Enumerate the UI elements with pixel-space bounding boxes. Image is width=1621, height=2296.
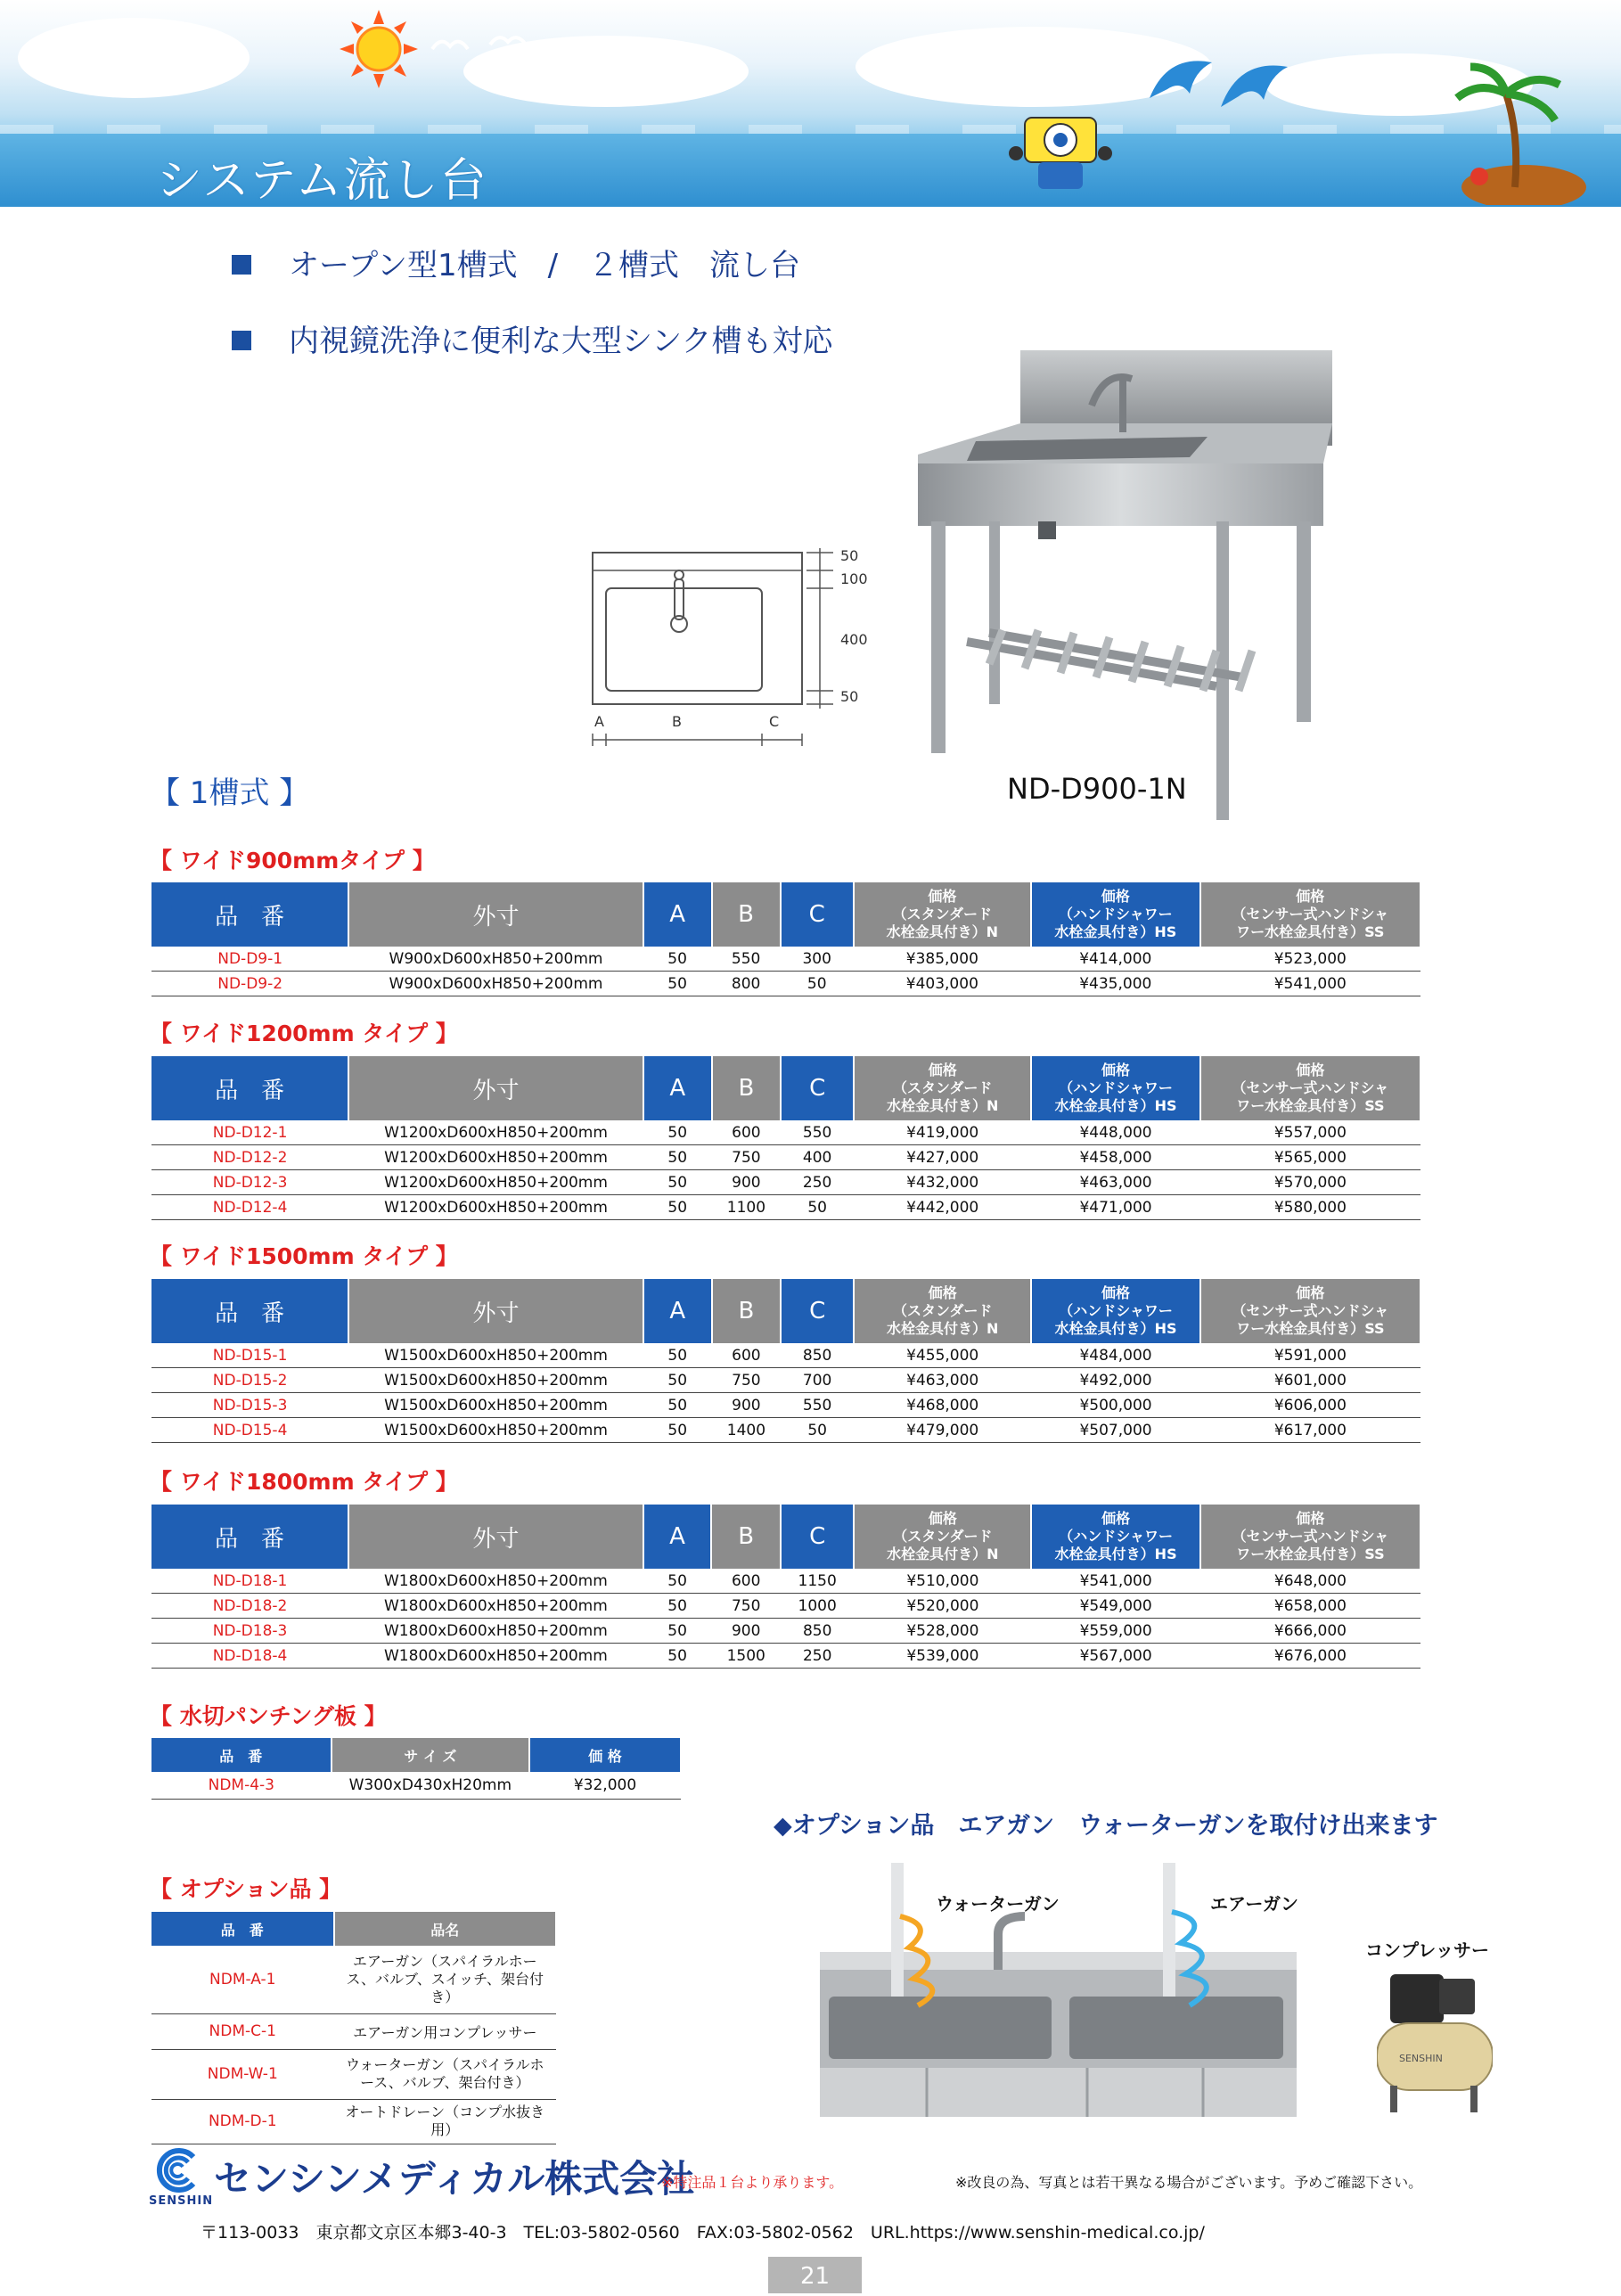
table-cell: ¥523,000 <box>1200 947 1420 972</box>
product-code: ND-D15-2 <box>151 1368 348 1393</box>
table-cell: ¥458,000 <box>1031 1145 1200 1170</box>
column-header-size: 外寸 <box>348 1056 643 1120</box>
options-header: 品 番 <box>151 1912 334 1946</box>
table-cell: 50 <box>643 947 712 972</box>
table-cell: 250 <box>781 1170 854 1195</box>
column-header-c: C <box>781 1056 854 1120</box>
price-table-1500 <box>151 1279 1421 1443</box>
table-cell: 50 <box>643 972 712 996</box>
dim-label: 100 <box>840 570 868 587</box>
punching-header: サ イ ズ <box>332 1738 529 1772</box>
option-code: NDM-C-1 <box>151 2013 334 2049</box>
punching-header: 価 格 <box>529 1738 681 1772</box>
table-cell: ¥448,000 <box>1031 1120 1200 1145</box>
punching-table <box>151 1738 682 1800</box>
table-cell: 50 <box>781 1195 854 1220</box>
sink-product-photo <box>905 343 1350 829</box>
price-table-1200 <box>151 1056 1421 1220</box>
table-cell: ¥539,000 <box>854 1644 1031 1669</box>
column-header-n: 価格 （スタンダード 水栓金具付き）N <box>854 1056 1031 1120</box>
custom-order-note: ※特注品１台より承ります。 <box>661 2174 844 2191</box>
table-cell: ¥559,000 <box>1031 1619 1199 1644</box>
dim-label: A <box>594 713 604 730</box>
column-header-n: 価格 （スタンダード 水栓金具付き）N <box>854 882 1031 947</box>
table-cell: ¥492,000 <box>1031 1368 1200 1393</box>
column-header-ss: 価格 （センサー式ハンドシャ ワー水栓金具付き）SS <box>1200 1505 1420 1569</box>
column-header-code: 品 番 <box>151 882 348 947</box>
table-cell: 750 <box>712 1368 782 1393</box>
table-cell: ¥541,000 <box>1031 1569 1199 1594</box>
column-header-n: 価格 （スタンダード 水栓金具付き）N <box>854 1505 1031 1569</box>
table-cell: ¥565,000 <box>1200 1145 1420 1170</box>
table-row <box>151 1145 1420 1170</box>
option-name: エアーガン（スパイラルホース、バルブ、スイッチ、架台付き） <box>334 1946 556 2013</box>
punching-price: ¥32,000 <box>529 1772 681 1799</box>
column-header-ss: 価格 （センサー式ハンドシャ ワー水栓金具付き）SS <box>1200 1056 1420 1120</box>
table-cell: 750 <box>712 1145 782 1170</box>
table-cell: W1500xD600xH850+200mm <box>348 1418 643 1443</box>
table-cell: 600 <box>711 1569 781 1594</box>
column-header-code: 品 番 <box>151 1505 348 1569</box>
column-header-n: 価格 （スタンダード 水栓金具付き）N <box>854 1279 1031 1343</box>
options-title: 【 オプション品 】 <box>150 1876 342 1902</box>
table-cell: 50 <box>643 1569 712 1594</box>
page-title: システム流し台 <box>156 154 488 207</box>
table-cell: ¥549,000 <box>1031 1594 1199 1619</box>
table-cell: ¥606,000 <box>1200 1393 1420 1418</box>
table-cell: ¥666,000 <box>1200 1619 1420 1644</box>
table-cell: ¥403,000 <box>854 972 1031 996</box>
table-cell: ¥520,000 <box>854 1594 1031 1619</box>
table-cell: W1200xD600xH850+200mm <box>348 1170 643 1195</box>
sun-icon <box>339 9 419 89</box>
dim-label: C <box>769 713 780 730</box>
table-cell: 550 <box>712 947 781 972</box>
table-cell: 600 <box>712 1343 782 1368</box>
table-cell: 50 <box>643 1418 712 1443</box>
birds-icon <box>428 27 553 62</box>
table-cell: 800 <box>712 972 781 996</box>
dim-label: 50 <box>840 547 859 564</box>
table-title-1200: 【 ワイド1200mm タイプ 】 <box>150 1021 458 1046</box>
product-code: ND-D18-3 <box>151 1619 348 1644</box>
table-row <box>151 1619 1420 1644</box>
option-code: NDM-A-1 <box>151 1946 334 2013</box>
table-cell: ¥484,000 <box>1031 1343 1200 1368</box>
table-cell: ¥442,000 <box>854 1195 1031 1220</box>
dolphins-icon <box>1141 45 1301 125</box>
product-code: ND-D12-3 <box>151 1170 348 1195</box>
product-code: ND-D18-2 <box>151 1594 348 1619</box>
dim-label: 50 <box>840 688 859 705</box>
column-header-size: 外寸 <box>348 1279 643 1343</box>
table-cell: 1150 <box>781 1569 854 1594</box>
column-header-code: 品 番 <box>151 1279 348 1343</box>
column-header-b: B <box>712 1056 782 1120</box>
product-code: ND-D12-1 <box>151 1120 348 1145</box>
column-header-c: C <box>781 882 854 947</box>
water-gun-label: ウォーターガン <box>936 1893 1060 1915</box>
table-cell: W900xD600xH850+200mm <box>348 972 643 996</box>
column-header-ss: 価格 （センサー式ハンドシャ ワー水栓金具付き）SS <box>1200 1279 1420 1343</box>
table-cell: ¥580,000 <box>1200 1195 1420 1220</box>
column-header-code: 品 番 <box>151 1056 348 1120</box>
table-cell: 50 <box>643 1644 712 1669</box>
table-cell: 1100 <box>712 1195 782 1220</box>
column-header-hs: 価格 （ハンドシャワー 水栓金具付き）HS <box>1031 1505 1199 1569</box>
table-cell: ¥385,000 <box>854 947 1031 972</box>
table-cell: ¥648,000 <box>1200 1569 1420 1594</box>
column-header-hs: 価格 （ハンドシャワー 水栓金具付き）HS <box>1031 1279 1200 1343</box>
table-cell: ¥455,000 <box>854 1343 1031 1368</box>
product-code: ND-D18-4 <box>151 1644 348 1669</box>
product-code: ND-D15-1 <box>151 1343 348 1368</box>
column-header-b: B <box>712 882 781 947</box>
table-cell: 300 <box>781 947 854 972</box>
table-cell: 850 <box>781 1619 854 1644</box>
table-cell: ¥471,000 <box>1031 1195 1200 1220</box>
option-name: エアーガン用コンプレッサー <box>334 2013 556 2049</box>
table-cell: 50 <box>643 1145 712 1170</box>
table-row <box>151 1195 1420 1220</box>
table-cell: ¥528,000 <box>854 1619 1031 1644</box>
column-header-a: A <box>643 1279 712 1343</box>
company-logo-icon <box>147 2148 209 2193</box>
product-code: ND-D15-3 <box>151 1393 348 1418</box>
table-cell: W1800xD600xH850+200mm <box>348 1569 643 1594</box>
table-row <box>151 1120 1420 1145</box>
option-code: NDM-D-1 <box>151 2099 334 2144</box>
table-cell: ¥676,000 <box>1200 1644 1420 1669</box>
table-cell: 250 <box>781 1644 854 1669</box>
table-cell: ¥557,000 <box>1200 1120 1420 1145</box>
company-name: センシンメディカル株式会社 <box>214 2157 695 2201</box>
table-cell: 50 <box>643 1368 712 1393</box>
table-cell: ¥507,000 <box>1031 1418 1200 1443</box>
table-cell: ¥463,000 <box>854 1368 1031 1393</box>
bullet-2: 内視鏡洗浄に便利な大型シンク槽も対応 <box>232 316 832 360</box>
table-cell: 550 <box>781 1393 854 1418</box>
table-cell: ¥658,000 <box>1200 1594 1420 1619</box>
column-header-hs: 価格 （ハンドシャワー 水栓金具付き）HS <box>1031 1056 1200 1120</box>
table-cell: 50 <box>643 1594 712 1619</box>
dim-label: B <box>672 713 682 730</box>
table-cell: 50 <box>643 1120 712 1145</box>
table-cell: ¥414,000 <box>1031 947 1200 972</box>
compressor-brand: SENSHIN <box>1399 2053 1443 2064</box>
table-cell: 1000 <box>781 1594 854 1619</box>
table-row <box>151 972 1420 996</box>
table-cell: W1200xD600xH850+200mm <box>348 1195 643 1220</box>
option-code: NDM-W-1 <box>151 2049 334 2099</box>
table-cell: 900 <box>712 1170 782 1195</box>
table-row <box>151 1418 1420 1443</box>
product-code: ND-D9-1 <box>151 947 348 972</box>
table-cell: ¥591,000 <box>1200 1343 1420 1368</box>
table-cell: W1200xD600xH850+200mm <box>348 1120 643 1145</box>
column-header-size: 外寸 <box>348 882 643 947</box>
product-code: ND-D12-4 <box>151 1195 348 1220</box>
table-row <box>151 1170 1420 1195</box>
table-cell: ¥570,000 <box>1200 1170 1420 1195</box>
table-cell: ¥500,000 <box>1031 1393 1200 1418</box>
table-cell: W1500xD600xH850+200mm <box>348 1343 643 1368</box>
table-cell: 50 <box>643 1343 712 1368</box>
table-cell: 1500 <box>711 1644 781 1669</box>
photo-caption: ND-D900-1N <box>1007 772 1187 806</box>
punching-header: 品 番 <box>151 1738 332 1772</box>
section-title: 【 1槽式 】 <box>150 775 310 811</box>
table-cell: ¥601,000 <box>1200 1368 1420 1393</box>
column-header-b: B <box>712 1279 782 1343</box>
compressor-photo <box>1377 1961 1493 2117</box>
table-cell: W1800xD600xH850+200mm <box>348 1619 643 1644</box>
disclaimer-note: ※改良の為、写真とは若干異なる場合がございます。予めご確認下さい。 <box>955 2174 1423 2191</box>
table-cell: 50 <box>643 1195 712 1220</box>
column-header-ss: 価格 （センサー式ハンドシャ ワー水栓金具付き）SS <box>1200 882 1420 947</box>
table-cell: ¥541,000 <box>1200 972 1420 996</box>
table-cell: ¥427,000 <box>854 1145 1031 1170</box>
price-table-900 <box>151 882 1421 996</box>
dim-label: 400 <box>840 631 868 648</box>
table-cell: 50 <box>643 1170 712 1195</box>
table-cell: ¥435,000 <box>1031 972 1200 996</box>
table-cell: W1800xD600xH850+200mm <box>348 1594 643 1619</box>
column-header-size: 外寸 <box>348 1505 643 1569</box>
punching-code: NDM-4-3 <box>151 1772 332 1799</box>
table-cell: ¥617,000 <box>1200 1418 1420 1443</box>
table-title-900: 【 ワイド900mmタイプ 】 <box>150 848 435 873</box>
column-header-a: A <box>643 882 712 947</box>
robot-mascot-icon <box>998 100 1123 198</box>
page-number: 21 <box>768 2257 862 2293</box>
table-cell: 700 <box>781 1368 854 1393</box>
table-cell: 550 <box>781 1120 854 1145</box>
options-header: 品名 <box>334 1912 556 1946</box>
table-cell: ¥567,000 <box>1031 1644 1199 1669</box>
table-cell: 50 <box>643 1393 712 1418</box>
table-cell: W1800xD600xH850+200mm <box>348 1644 643 1669</box>
table-cell: 600 <box>712 1120 782 1145</box>
island-icon <box>1444 62 1586 205</box>
table-row <box>151 1393 1420 1418</box>
table-cell: 50 <box>643 1619 712 1644</box>
table-cell: 900 <box>711 1619 781 1644</box>
column-header-c: C <box>781 1279 854 1343</box>
table-cell: W1200xD600xH850+200mm <box>348 1145 643 1170</box>
table-cell: 750 <box>711 1594 781 1619</box>
product-code: ND-D15-4 <box>151 1418 348 1443</box>
option-name: ウォーターガン（スパイラルホース、バルブ、架台付き） <box>334 2049 556 2099</box>
logo-sub: SENSHIN <box>149 2194 214 2208</box>
table-row <box>151 1368 1420 1393</box>
options-table <box>151 1912 557 2144</box>
table-cell: W1500xD600xH850+200mm <box>348 1368 643 1393</box>
column-header-a: A <box>643 1505 712 1569</box>
option-note: ◆オプション品 エアガン ウォーターガンを取付け出来ます <box>774 1812 1438 1840</box>
punching-size: W300xD430xH20mm <box>332 1772 529 1799</box>
product-code: ND-D9-2 <box>151 972 348 996</box>
table-cell: ¥479,000 <box>854 1418 1031 1443</box>
table-cell: ¥432,000 <box>854 1170 1031 1195</box>
header-banner <box>0 0 1621 207</box>
column-header-hs: 価格 （ハンドシャワー 水栓金具付き）HS <box>1031 882 1200 947</box>
product-code: ND-D18-1 <box>151 1569 348 1594</box>
table-cell: 50 <box>781 1418 854 1443</box>
air-gun-label: エアーガン <box>1210 1893 1298 1915</box>
table-cell: ¥463,000 <box>1031 1170 1200 1195</box>
table-cell: W900xD600xH850+200mm <box>348 947 643 972</box>
table-cell: 50 <box>781 972 854 996</box>
table-cell: 850 <box>781 1343 854 1368</box>
table-row <box>151 947 1420 972</box>
price-table-1800 <box>151 1505 1421 1669</box>
option-name: オートドレーン（コンプ水抜き用） <box>334 2099 556 2144</box>
top-view-diagram <box>579 539 900 758</box>
table-cell: 1400 <box>712 1418 782 1443</box>
table-row <box>151 1569 1420 1594</box>
company-address: 〒113-0033 東京都文京区本郷3-40-3 TEL:03-5802-0560 FAX:03-5802-0562 URL.https://www.senshin-medical.co.jp/ <box>201 2223 1205 2243</box>
table-title-1800: 【 ワイド1800mm タイプ 】 <box>150 1469 458 1495</box>
table-cell: ¥468,000 <box>854 1393 1031 1418</box>
column-header-a: A <box>643 1056 712 1120</box>
table-cell: 900 <box>712 1393 782 1418</box>
table-title-1500: 【 ワイド1500mm タイプ 】 <box>150 1243 458 1269</box>
punching-title: 【 水切パンチング板 】 <box>150 1703 387 1729</box>
table-cell: ¥419,000 <box>854 1120 1031 1145</box>
table-row <box>151 1594 1420 1619</box>
product-code: ND-D12-2 <box>151 1145 348 1170</box>
bullet-1: オープン型1槽式 / ２槽式 流し台 <box>232 241 800 284</box>
column-header-b: B <box>711 1505 781 1569</box>
table-cell: W1500xD600xH850+200mm <box>348 1393 643 1418</box>
table-cell: ¥510,000 <box>854 1569 1031 1594</box>
compressor-label: コンプレッサー <box>1365 1939 1489 1961</box>
column-header-c: C <box>781 1505 854 1569</box>
table-row <box>151 1644 1420 1669</box>
table-row <box>151 1343 1420 1368</box>
table-cell: 400 <box>781 1145 854 1170</box>
